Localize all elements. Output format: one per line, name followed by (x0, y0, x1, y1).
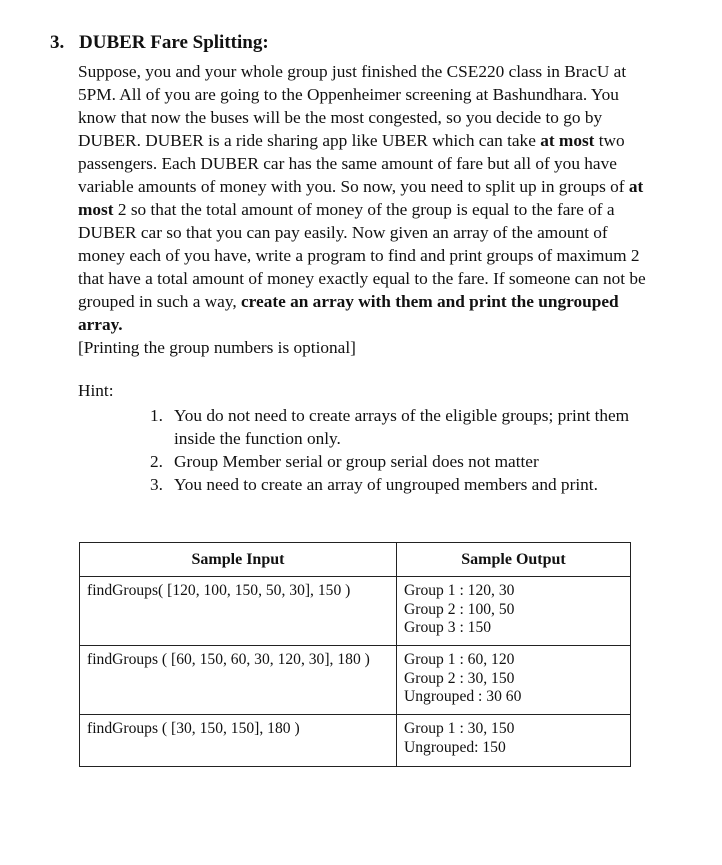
paragraph-line: 5PM. All of you are going to the Oppenheimer screening at Bashundhara. You (78, 85, 619, 104)
paragraph-line: passengers. Each DUBER car has the same amount of fare but all of you have (78, 154, 617, 173)
paragraph-text: DUBER. DUBER is a ride sharing app like UBER which can take (78, 131, 541, 150)
paragraph-line (78, 129, 668, 152)
paragraph-text: grouped in such a way, (78, 292, 242, 311)
sample-output-cell (397, 715, 631, 767)
paragraph-text: two (594, 131, 625, 150)
table-header-row (80, 543, 631, 577)
paragraph-line: money each of you have, write a program to find and print groups of maximum 2 (78, 246, 640, 265)
hint-item-number: 3. (150, 475, 163, 494)
sample-output-line: Group 1 : 60, 120 (404, 651, 515, 668)
paragraph-emphasis: array. (78, 315, 123, 334)
paragraph-text: 2 so that the total amount of money of the group is equal to the fare of a (113, 200, 615, 219)
sample-output-line: Group 2 : 30, 150 (404, 669, 515, 687)
table-row (80, 646, 631, 715)
paragraph-line (78, 198, 668, 221)
hint-item (150, 450, 670, 473)
paragraph-emphasis: create an array with them and print the ungrouped (241, 292, 619, 311)
column-header-input: Sample Input (80, 543, 397, 577)
sample-output-line: Group 3 : 150 (404, 619, 492, 636)
question-number: 3. (50, 32, 65, 53)
column-header-output: Sample Output (397, 543, 631, 577)
hint-list (150, 404, 670, 496)
sample-output-cell (397, 577, 631, 646)
paragraph-text: variable amounts of money with you. So now, you need to split up in groups of (78, 177, 629, 196)
paragraph-line (78, 313, 668, 336)
sample-input-cell: findGroups ( [60, 150, 60, 30, 120, 30], 180 ) (80, 646, 397, 715)
hint-item-text: Group Member serial or group serial does not matter (174, 452, 539, 471)
hint-item (150, 404, 670, 450)
paragraph-line: Suppose, you and your whole group just finished the CSE220 class in BracU at (78, 62, 627, 81)
question-heading (50, 32, 269, 54)
sample-input-cell: findGroups ( [30, 150, 150], 180 ) (80, 715, 397, 767)
paragraph-line: that have a total amount of money exactly equal to the fare. If someone can not be (78, 269, 646, 288)
sample-output-line: Group 2 : 100, 50 (404, 600, 515, 618)
paragraph-emphasis: most (78, 200, 114, 219)
paragraph-line: know that now the buses will be the most congested, so you decide to go by (78, 108, 603, 127)
sample-output-cell (397, 646, 631, 715)
hint-label: Hint: (78, 381, 114, 400)
sample-output-line: Group 1 : 120, 30 (404, 582, 515, 599)
question-title: DUBER Fare Splitting: (79, 32, 269, 53)
sample-output-line: Ungrouped: 150 (404, 738, 506, 756)
samples-table (79, 542, 631, 767)
table-row (80, 715, 631, 767)
paragraph-line (78, 175, 668, 198)
sample-output-line: Group 1 : 30, 150 (404, 720, 515, 737)
paragraph-emphasis: at (628, 177, 644, 196)
hint-item (150, 473, 670, 496)
hint-item-text: You need to create an array of ungrouped members and print. (174, 475, 598, 494)
hint-item-number: 2. (150, 452, 163, 471)
optional-note: [Printing the group numbers is optional] (78, 338, 356, 357)
paragraph-emphasis: at most (540, 131, 595, 150)
paragraph-line (78, 290, 668, 313)
hint-item-number: 1. (150, 406, 163, 425)
sample-output-line: Ungrouped : 30 60 (404, 688, 522, 705)
paragraph-line: DUBER car so that you can pay easily. Now given an array of the amount of (78, 223, 608, 242)
problem-description (78, 60, 668, 336)
table-row (80, 577, 631, 646)
hint-item-text: You do not need to create arrays of the eligible groups; print them inside the function only. (174, 406, 630, 448)
sample-input-cell: findGroups( [120, 100, 150, 50, 30], 150 ) (80, 577, 397, 646)
